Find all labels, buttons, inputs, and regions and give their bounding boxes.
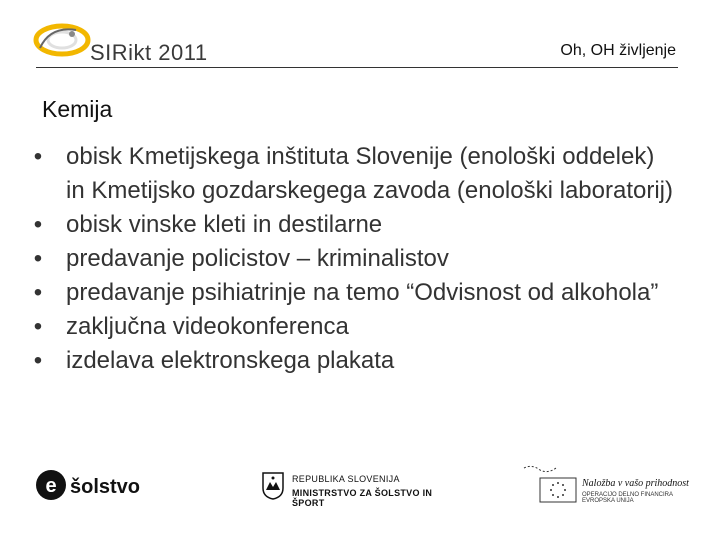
bullet-text: predavanje psihiatrinje na temo “Odvisnost od alkohola”	[66, 279, 659, 306]
slide-header	[0, 0, 720, 80]
coat-of-arms-icon	[262, 472, 284, 500]
bullet-text: obisk Kmetijskega inštituta Slovenije (enološki oddelek) in Kmetijsko gozdarskegega zavoda (enološki laboratorij)	[66, 143, 673, 204]
bullet-text: predavanje policistov – kriminalistov	[66, 245, 449, 272]
eu-flag-icon	[522, 464, 578, 506]
bullet-list	[28, 140, 678, 378]
ministry-logo	[258, 468, 458, 508]
bullet-item	[28, 310, 678, 344]
slide-title: Kemija	[42, 96, 113, 122]
bullet-item	[28, 242, 678, 276]
bullet-marker: •	[33, 347, 43, 374]
header-subtitle: Oh, OH življenje	[560, 42, 676, 59]
e-letter-icon	[34, 468, 68, 502]
bullet-item	[28, 344, 678, 378]
eu-slogan: Naložba v vašo prihodnost	[582, 478, 689, 489]
bullet-item	[28, 208, 678, 242]
bullet-marker: •	[33, 143, 43, 170]
ministry-line2: MINISTRSTVO ZA ŠOLSTVO IN ŠPORT	[292, 488, 433, 508]
bullet-item	[28, 276, 678, 310]
bullet-text: zaključna videokonferenca	[66, 313, 349, 340]
eu-subtext: OPERACIJO DELNO FINANCIRA EVROPSKA UNIJA	[582, 492, 673, 504]
bullet-text: izdelava elektronskega plakata	[66, 347, 395, 374]
bullet-marker: •	[33, 211, 43, 238]
bullet-marker: •	[33, 313, 43, 340]
logo-text	[90, 40, 208, 66]
bullet-item	[28, 140, 678, 208]
svg-text:e: e	[45, 475, 57, 497]
header-divider	[36, 67, 678, 68]
logo-event: SIRikt 2011	[90, 40, 208, 65]
slide-footer	[0, 460, 720, 520]
eschool-logo-text: šolstvo	[70, 476, 141, 498]
bullet-marker: •	[33, 245, 43, 272]
ministry-line1: REPUBLIKA SLOVENIJA	[292, 474, 400, 484]
bullet-text: obisk vinske kleti in destilarne	[66, 211, 383, 238]
bullet-marker: •	[33, 279, 43, 306]
eu-logo	[520, 464, 690, 510]
